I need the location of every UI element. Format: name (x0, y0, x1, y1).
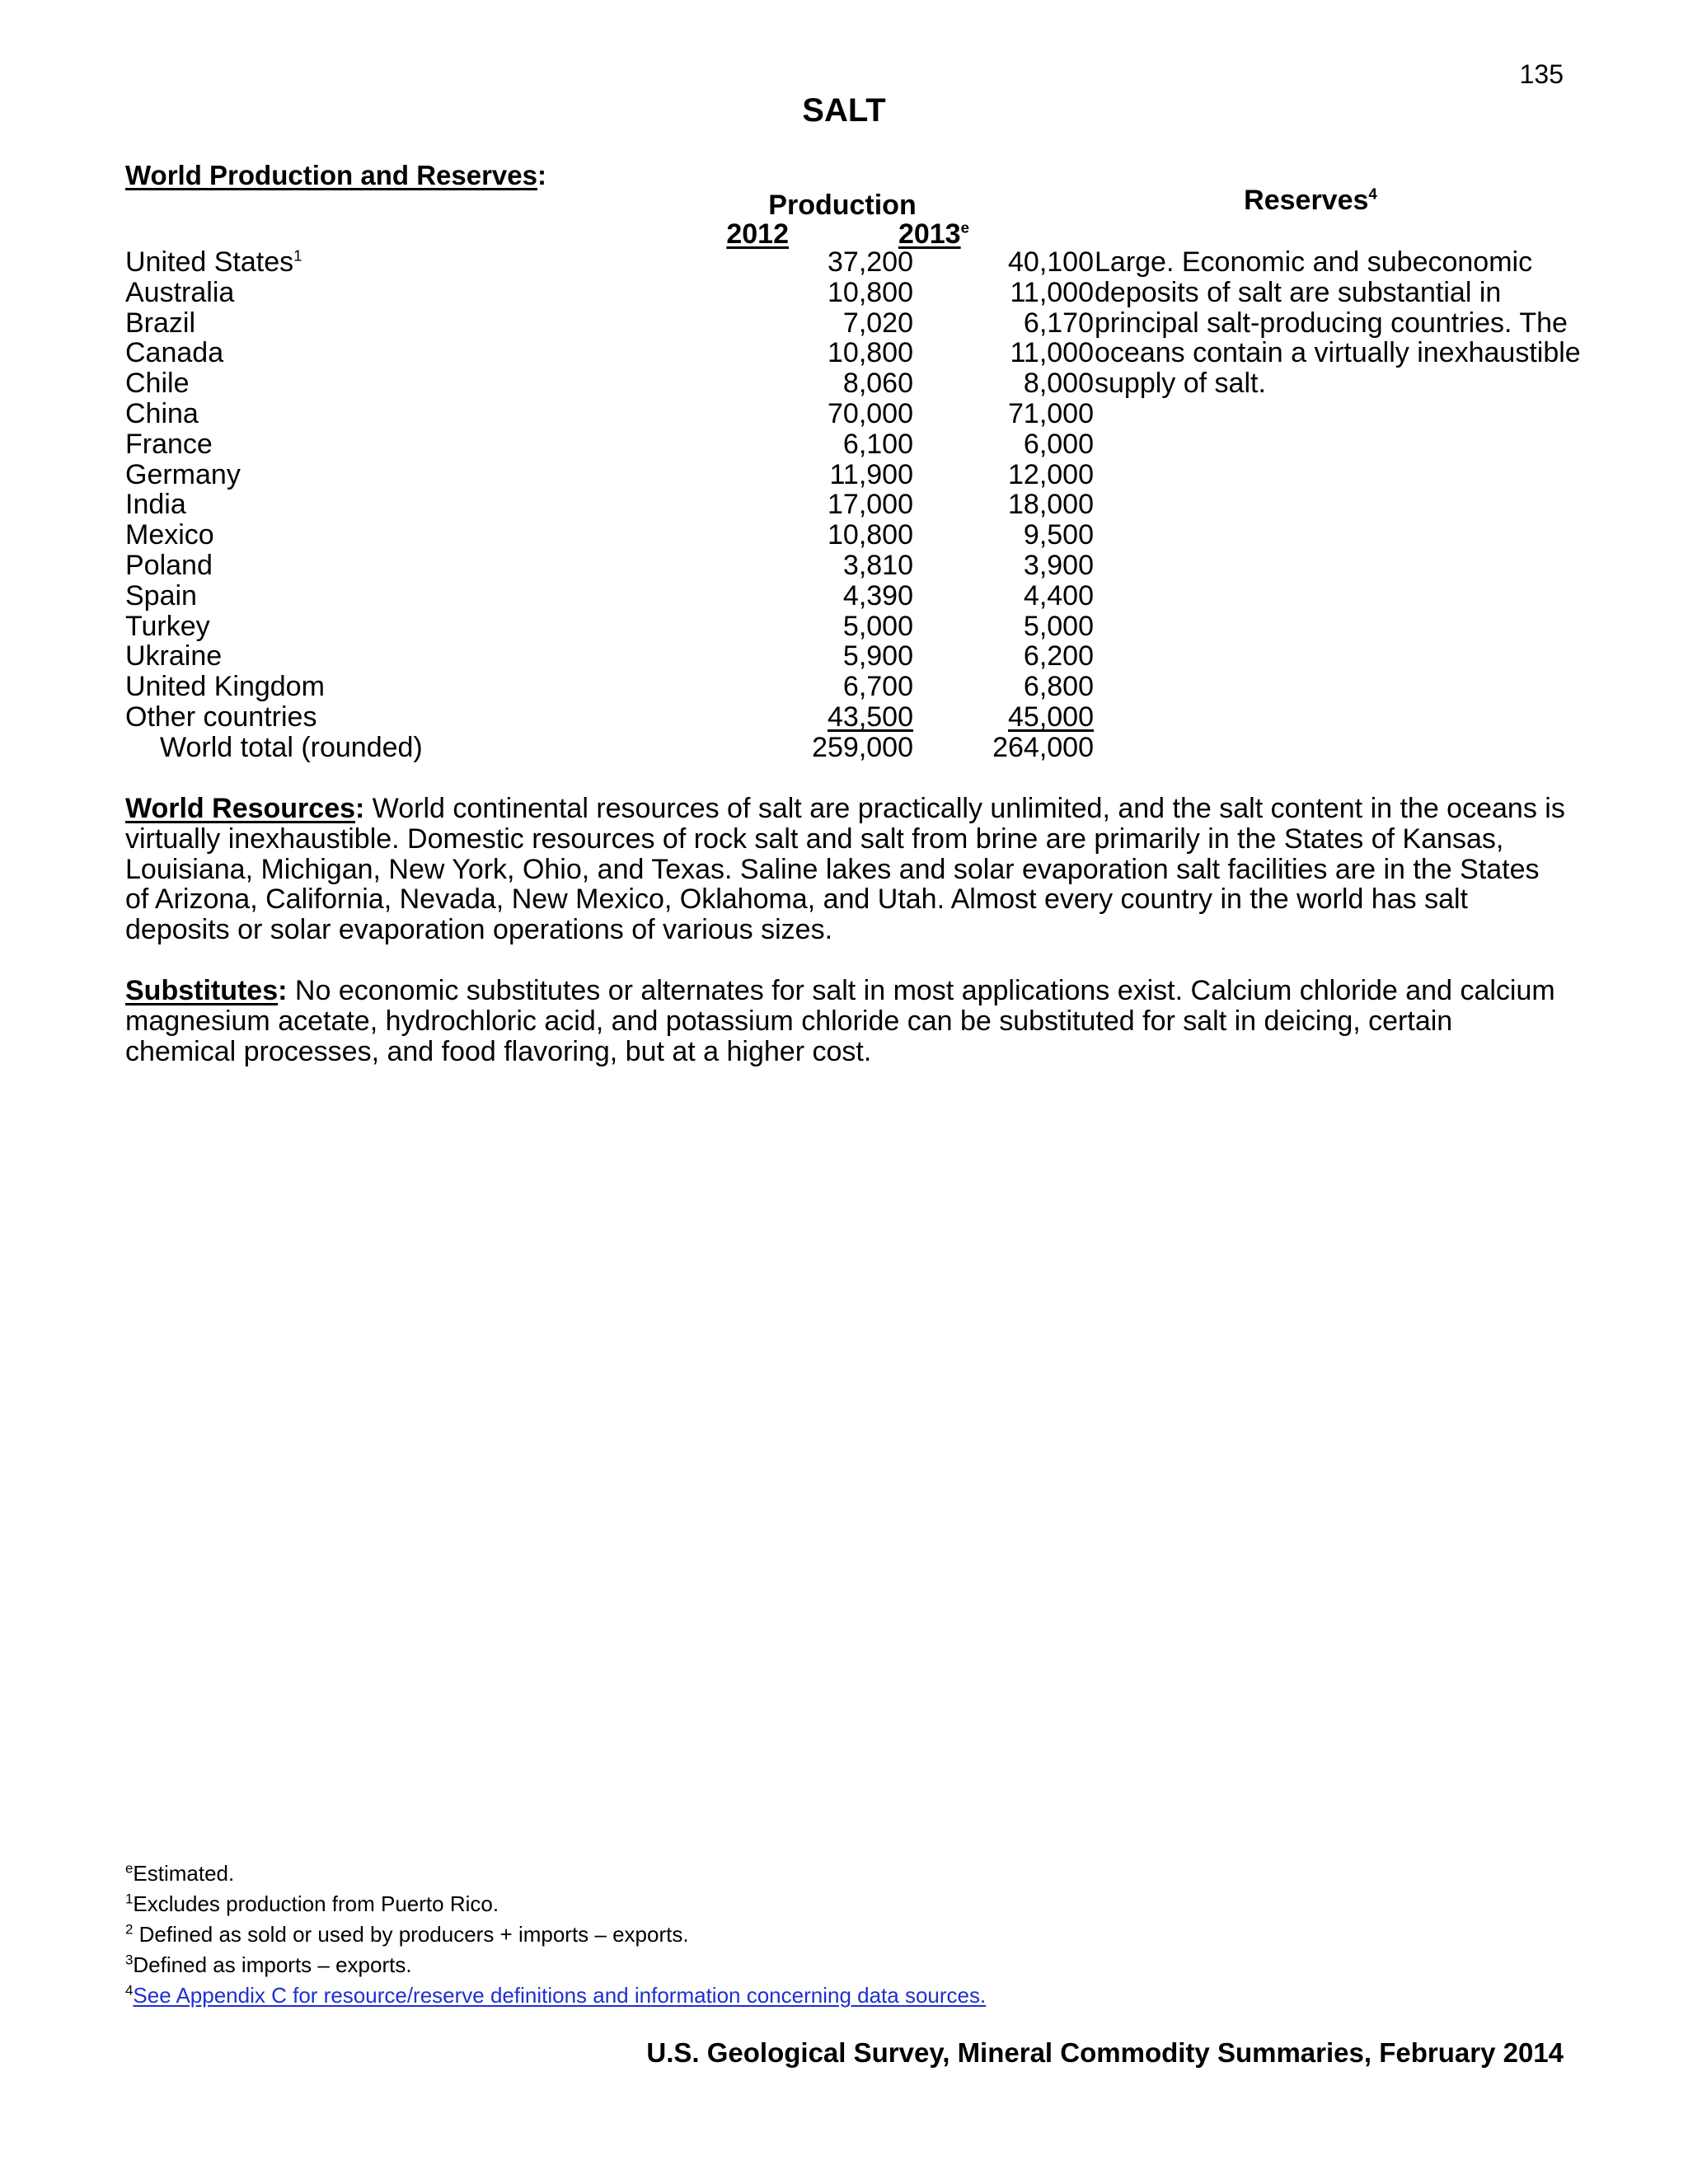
value-2012: 3,810 (842, 549, 913, 581)
value-2013: 71,000 (1008, 397, 1094, 429)
country-name: Canada (125, 337, 224, 369)
footnote-2 (125, 1919, 689, 1950)
value-2013: 6,200 (1023, 640, 1094, 673)
country-name: China (125, 397, 199, 429)
world-resources-label: World Resources (125, 793, 356, 824)
footnote-1-text: Excludes production from Puerto Rico. (133, 1891, 499, 1916)
footnote-e-sup: e (125, 1860, 134, 1877)
value-2013: 3,900 (1023, 549, 1094, 581)
reserves-header-sup: 4 (1368, 185, 1377, 203)
total-label: World total (rounded) (160, 731, 423, 763)
world-resources-paragraph: World Resources: World continental resources of salt are practically unlimited, and the salt content in the oceans is virtually inexhaustible. Domestic resources of rock salt and salt from brine are primarily in the States of Kansas, Louisiana, Michigan, New York, Ohio, and Texas. Saline lakes and solar evaporation salt facilities are in the States of Arizona, California, Nevada, New Mexico, Oklahoma, and Utah. Almost every country in the world has salt deposits or solar evaporation operations of various sizes. (125, 793, 1565, 946)
value-2013: 45,000 (1008, 701, 1094, 733)
footnote-4-sup: 4 (125, 1982, 134, 1999)
value-2013: 6,170 (1023, 307, 1094, 339)
section-heading: World Production and Reserves: (125, 160, 546, 190)
value-2013: 9,500 (1023, 519, 1094, 551)
total-2012: 259,000 (812, 731, 913, 763)
value-2012: 6,100 (842, 428, 913, 460)
page-footer: U.S. Geological Survey, Mineral Commodity Summaries, February 2014 (646, 2037, 1564, 2068)
footnote-e-text: Estimated. (133, 1861, 235, 1886)
reserves-header-label: Reserves (1244, 185, 1369, 216)
page-title: SALT (802, 92, 886, 129)
value-2013: 5,000 (1023, 610, 1094, 642)
value-2013: 40,100 (1008, 246, 1094, 278)
country-name: Poland (125, 549, 213, 581)
value-2013: 18,000 (1008, 489, 1094, 521)
value-2012: 7,020 (842, 307, 913, 339)
country-name: Spain (125, 579, 197, 612)
footnote-2-text: Defined as sold or used by producers + imports – exports. (133, 1922, 689, 1947)
country-name: Australia (125, 276, 235, 308)
footnote-3-text: Defined as imports – exports. (133, 1952, 412, 1977)
value-2012: 70,000 (828, 397, 913, 429)
value-2012: 10,800 (828, 276, 913, 308)
value-2013: 12,000 (1008, 458, 1094, 490)
footnote-3-sup: 3 (125, 1952, 134, 1968)
country-name: Other countries (125, 701, 317, 733)
value-2013: 6,800 (1023, 671, 1094, 703)
year-2012-label: 2012 (726, 218, 789, 250)
country-name: United States$^1$ (125, 246, 302, 278)
substitutes-label: Substitutes (125, 975, 279, 1006)
value-2013: 11,000 (1010, 337, 1094, 369)
footnote-2-sup: 2 (125, 1921, 134, 1938)
section-heading-label: World Production and Reserves (125, 160, 537, 190)
country-name: United Kingdom (125, 671, 325, 703)
page-number: 135 (1519, 59, 1564, 89)
footnote-e (125, 1858, 234, 1889)
value-2013: 11,000 (1010, 276, 1094, 308)
year-2013-label: 2013 (898, 218, 961, 250)
total-2013: 264,000 (992, 731, 1094, 763)
value-2012: 11,900 (829, 458, 913, 490)
value-2013: 8,000 (1023, 368, 1094, 400)
country-name: Turkey (125, 610, 210, 642)
footnote-1-sup: 1 (125, 1891, 134, 1907)
value-2012: 43,500 (828, 701, 913, 733)
footnote-3 (125, 1950, 412, 1980)
substitutes-paragraph: Substitutes: No economic substitutes or alternates for salt in most applications exist. Calcium chloride and calcium magnesium acetate, hydrochloric acid, and potassium chloride can be substituted for salt in deicing, certain chemical processes, and food flavoring, but at a higher cost. (125, 975, 1555, 1067)
value-2012: 17,000 (828, 489, 913, 521)
value-2012: 37,200 (828, 246, 913, 278)
year-2013-sup: e (960, 218, 969, 237)
year-2012-header (657, 218, 789, 251)
value-2013: 6,000 (1023, 428, 1094, 460)
value-2012: 10,800 (828, 337, 913, 369)
value-2012: 5,000 (842, 610, 913, 642)
production-header: Production (768, 190, 917, 221)
country-name: France (125, 428, 213, 460)
country-name: Chile (125, 368, 190, 400)
country-name: Ukraine (125, 640, 223, 673)
world-resources-text: World continental resources of salt are practically unlimited, and the salt content in the oceans is virtually inexhaustible. Domestic resources of rock salt and salt from brine are primarily in the States of Kansas, Louisiana, Michigan, New York, Ohio, and Texas. Saline lakes and solar evaporation salt facilities are in the States of Arizona, California, Nevada, New Mexico, Oklahoma, and Utah. Almost every country in the world has salt deposits or solar evaporation operations of various sizes. (125, 793, 1565, 946)
value-2012: 10,800 (828, 519, 913, 551)
value-2012: 8,060 (842, 368, 913, 400)
value-2012: 6,700 (842, 671, 913, 703)
value-2012: 5,900 (842, 640, 913, 673)
value-2013: 4,400 (1023, 579, 1094, 612)
country-name: India (125, 489, 186, 521)
appendix-c-link[interactable]: See Appendix C for resource/reserve definitions and information concerning data sources. (133, 1983, 987, 2008)
country-name: Brazil (125, 307, 196, 339)
footnote-4 (125, 1980, 986, 2011)
reserves-header (1179, 185, 1442, 217)
country-name: Germany (125, 458, 241, 490)
reserves-text: Large. Economic and subeconomic deposits of salt are substantial in principal salt-producing countries. The oceans contain a virtually inexhaustible supply of salt. (1095, 246, 1581, 400)
value-2012: 4,390 (842, 579, 913, 612)
country-name: Mexico (125, 519, 214, 551)
substitutes-text: No economic substitutes or alternates for salt in most applications exist. Calcium chloride and calcium magnesium acetate, hydrochloric acid, and potassium chloride can be substituted for salt in deicing, certain chemical processes, and food flavoring, but at a higher cost. (125, 975, 1555, 1067)
footnote-1 (125, 1889, 499, 1919)
